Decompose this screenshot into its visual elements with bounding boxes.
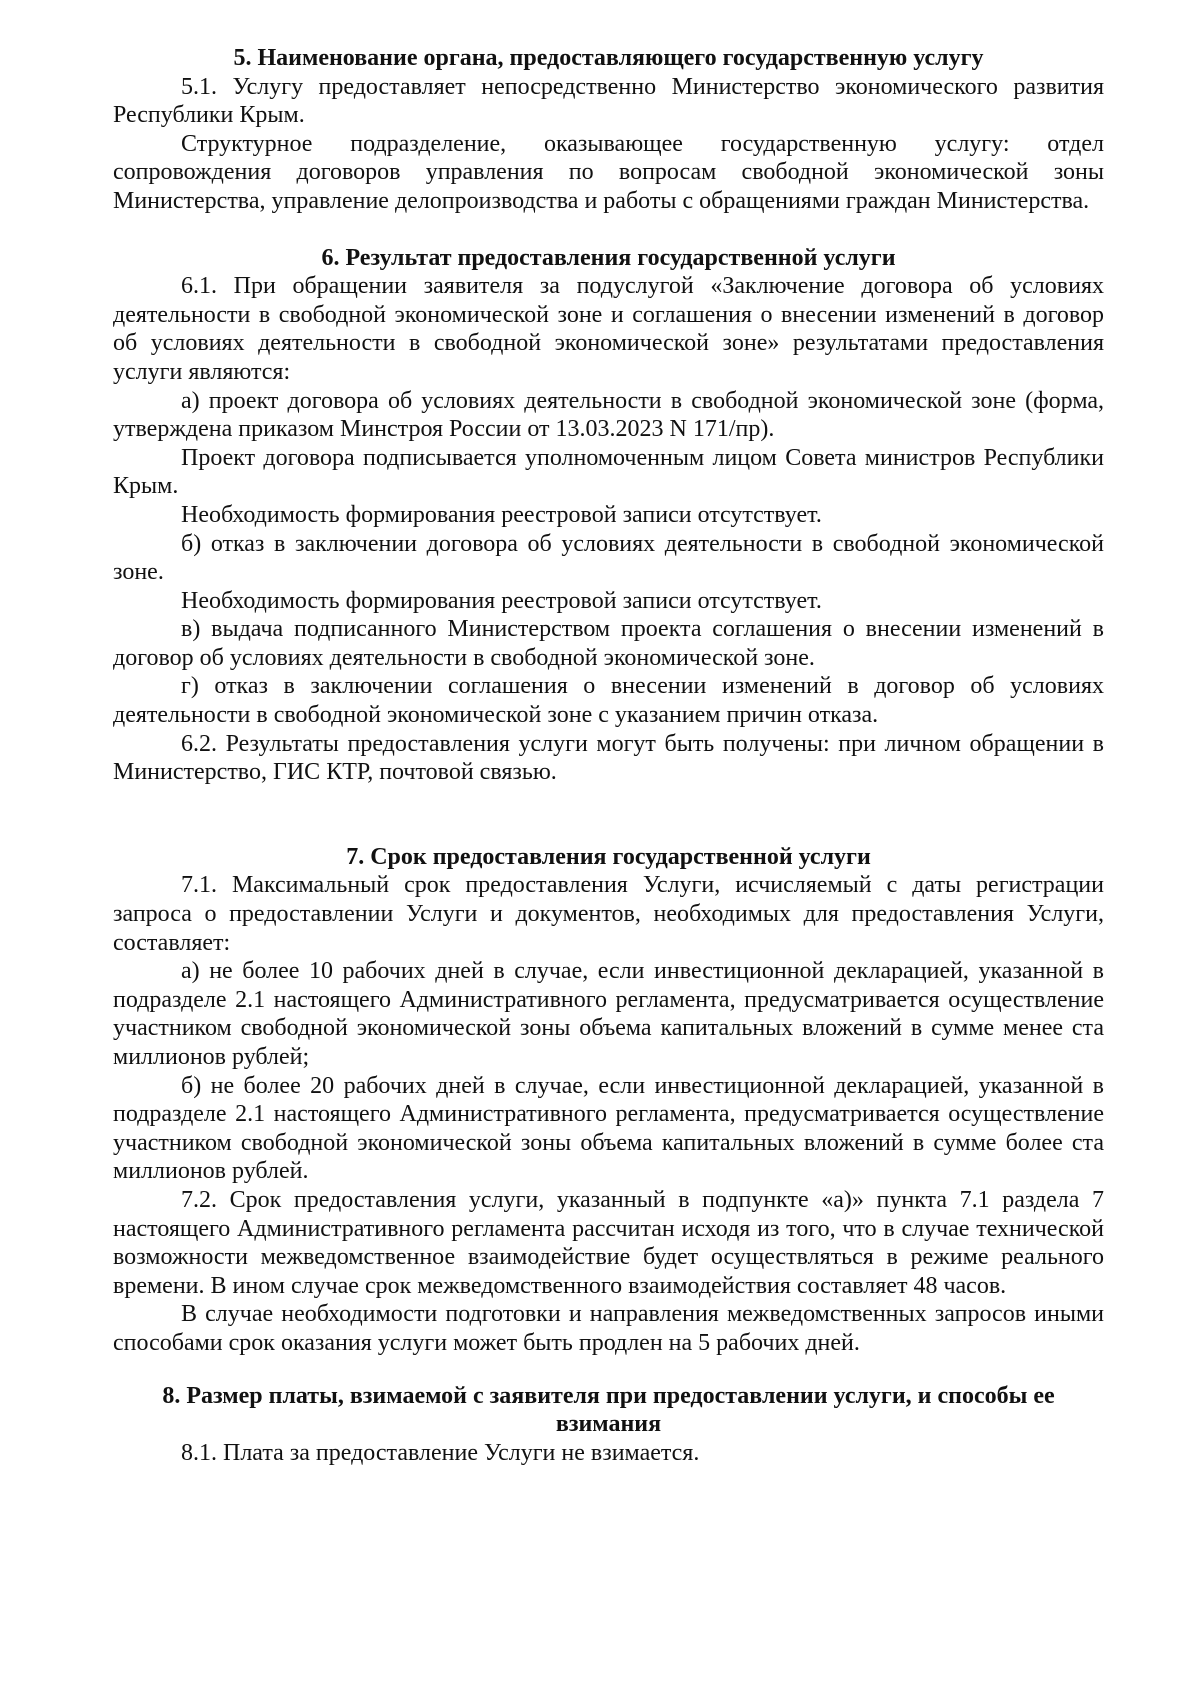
paragraph: б) отказ в заключении договора об условиях деятельности в свободной экономической зоне. [113,530,1104,586]
paragraph: Необходимость формирования реестровой записи отсутствует. [181,501,822,528]
paragraph: 5.1. Услугу предоставляет непосредственно Министерство экономического развития Республики Крым. [113,73,1104,129]
paragraph: 6.2. Результаты предоставления услуги могут быть получены: при личном обращении в Министерство, ГИС КТР, почтовой связью. [113,730,1104,786]
paragraph: 8.1. Плата за предоставление Услуги не взимается. [181,1439,700,1466]
section-heading: 8. Размер платы, взимаемой с заявителя при предоставлении услуги, и способы ее взимания [162,1382,1055,1438]
paragraph: Проект договора подписывается уполномоченным лицом Совета министров Республики Крым. [113,444,1104,500]
paragraph: 6.1. При обращении заявителя за подуслугой «Заключение договора об условиях деятельности в свободной экономической зоне и соглашения о внесении изменений в договор об условиях деятельности в свободной экономической зоне» результатами предоставления услуги являются: [113,273,1104,385]
paragraph: в) выдача подписанного Министерством проекта соглашения о внесении изменений в договор об условиях деятельности в свободной экономической зоне. [113,616,1104,671]
paragraph: а) не более 10 рабочих дней в случае, если инвестиционной декларацией, указанной в подразделе 2.1 настоящего Административного регламента, предусматривается осуществление участником свободной экономической зоны объема капитальных вложений в сумме менее ста миллионов рублей; [113,958,1104,1070]
section-spacer [113,216,1104,244]
paragraph: а) проект договора об условиях деятельности в свободной экономической зоне (форма, утверждена приказом Минстроя России от 13.03.2023 N 171/пр). [113,387,1104,443]
section-heading: 6. Результат предоставления государственной услуги [321,244,896,271]
section-heading: 7. Срок предоставления государственной услуги [346,843,871,870]
paragraph: 7.2. Срок предоставления услуги, указанный в подпункте «а)» пункта 7.1 раздела 7 настоящего Административного регламента рассчитан исходя из того, что в случае технической возможности межведомственное взаимодействие будет осуществляться в режиме реального времени. В ином случае срок межведомственного взаимодействия составляет 48 часов. [113,1186,1104,1299]
paragraph: Необходимость формирования реестровой записи отсутствует. [181,587,822,614]
section-heading: 5. Наименование органа, предоставляющего государственную услугу [233,45,984,71]
paragraph: 7.1. Максимальный срок предоставления Услуги, исчисляемый с даты регистрации запроса о предоставлении Услуги и документов, необходимых для предоставления Услуги, составляет: [113,872,1104,956]
paragraph: В случае необходимости подготовки и направления межведомственных запросов иными способами срок оказания услуги может быть продлен на 5 рабочих дней. [113,1301,1104,1356]
section-6 [113,244,1104,787]
section-8 [113,1382,1104,1468]
paragraph: г) отказ в заключении соглашения о внесении изменений в договор об условиях деятельности в свободной экономической зоне с указанием причин отказа. [113,673,1104,729]
section-5 [113,44,1104,216]
paragraph: б) не более 20 рабочих дней в случае, если инвестиционной декларацией, указанной в подразделе 2.1 настоящего Административного регламента, предусматривается осуществление участником свободной экономической зоны объема капитальных вложений в сумме более ста миллионов рублей. [113,1072,1104,1185]
section-spacer [113,787,1104,843]
section-7 [113,843,1104,1358]
section-spacer [113,1358,1104,1382]
paragraph: Структурное подразделение, оказывающее государственную услугу: отдел сопровождения договоров управления по вопросам свободной экономической зоны Министерства, управление делопроизводства и работы с обращениями граждан Министерства. [113,130,1104,214]
